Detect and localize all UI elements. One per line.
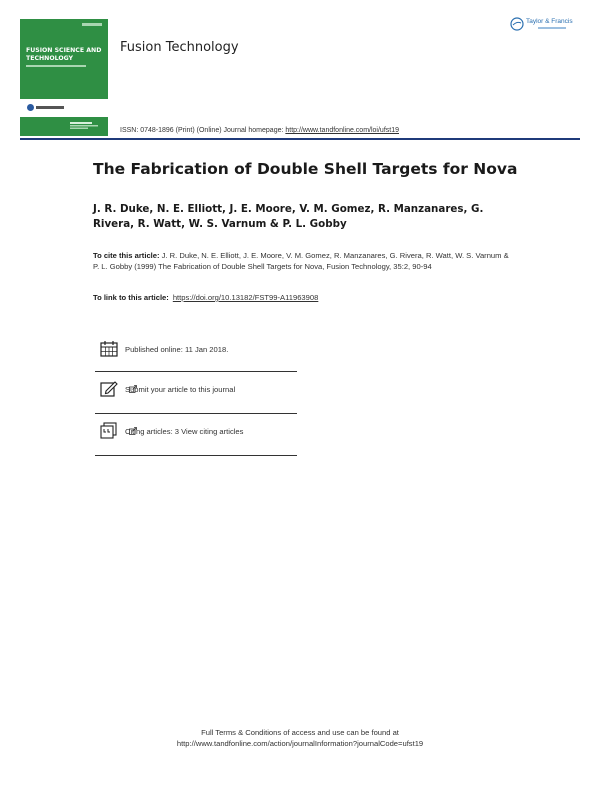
edit-document-icon (100, 380, 118, 397)
citing-articles-link[interactable] (125, 427, 243, 436)
issn-text: ISSN: 0748-1896 (Print) (Online) Journal homepage: (120, 127, 286, 134)
issn-line (120, 127, 399, 134)
external-link-icon (129, 385, 137, 393)
divider (95, 371, 297, 372)
footer (0, 727, 600, 749)
citing-articles-text: Citing articles: 3 View citing articles (125, 427, 244, 436)
external-link-icon (129, 427, 137, 435)
cover-title: FUSION SCIENCE AND TECHNOLOGY (26, 47, 102, 62)
article-link-line (93, 293, 318, 302)
article-title: The Fabrication of Double Shell Targets for Nova (93, 160, 518, 178)
article-link-label: To link to this article: (93, 293, 169, 302)
citation-block (93, 250, 513, 272)
journal-name: Fusion Technology (120, 40, 239, 55)
cover-subtitle-line (26, 65, 86, 67)
doi-link[interactable]: https://doi.org/10.13182/FST99-A11963908 (172, 293, 319, 302)
published-online-text: Published online: 11 Jan 2018. (125, 345, 229, 354)
cover-footer-text (70, 122, 100, 130)
submit-article-link[interactable] (125, 385, 235, 394)
divider (95, 413, 297, 414)
cover-top-mark (82, 23, 102, 26)
cover-publisher-logo (26, 103, 66, 112)
citing-articles-icon (100, 422, 118, 439)
citation-text: J. R. Duke, N. E. Elliott, J. E. Moore, V. M. Gomez, R. Manzanares, G. Rivera, R. Watt, W. S. Varnum & P. L. Gobby (1999) The Fabrication of Double Shell Targets for Nova, Fusion Technology, 35:2, 90-94 (93, 251, 509, 271)
divider (95, 455, 297, 456)
citation-label: To cite this article: (93, 251, 160, 260)
article-authors: J. R. Duke, N. E. Elliott, J. E. Moore, V. M. Gomez, R. Manzanares, G. Rivera, R. Watt, W. S. Varnum & P. L. Gobby (93, 203, 484, 230)
publisher-logo-subline (538, 27, 566, 29)
publisher-logo-text: Taylor & Francis (526, 18, 573, 25)
calendar-icon (100, 340, 118, 357)
footer-terms-text: Full Terms & Conditions of access and use can be found at (201, 728, 399, 737)
submit-article-text: Submit your article to this journal (125, 385, 236, 394)
publisher-globe-icon (510, 17, 524, 31)
footer-terms-link[interactable]: http://www.tandfonline.com/action/journalInformation?journalCode=ufst19 (176, 739, 424, 748)
publisher-logo[interactable] (510, 17, 582, 37)
journal-homepage-link[interactable]: http://www.tandfonline.com/loi/ufst19 (285, 127, 399, 134)
header-rule (20, 138, 580, 140)
journal-cover-thumbnail[interactable] (20, 19, 108, 136)
